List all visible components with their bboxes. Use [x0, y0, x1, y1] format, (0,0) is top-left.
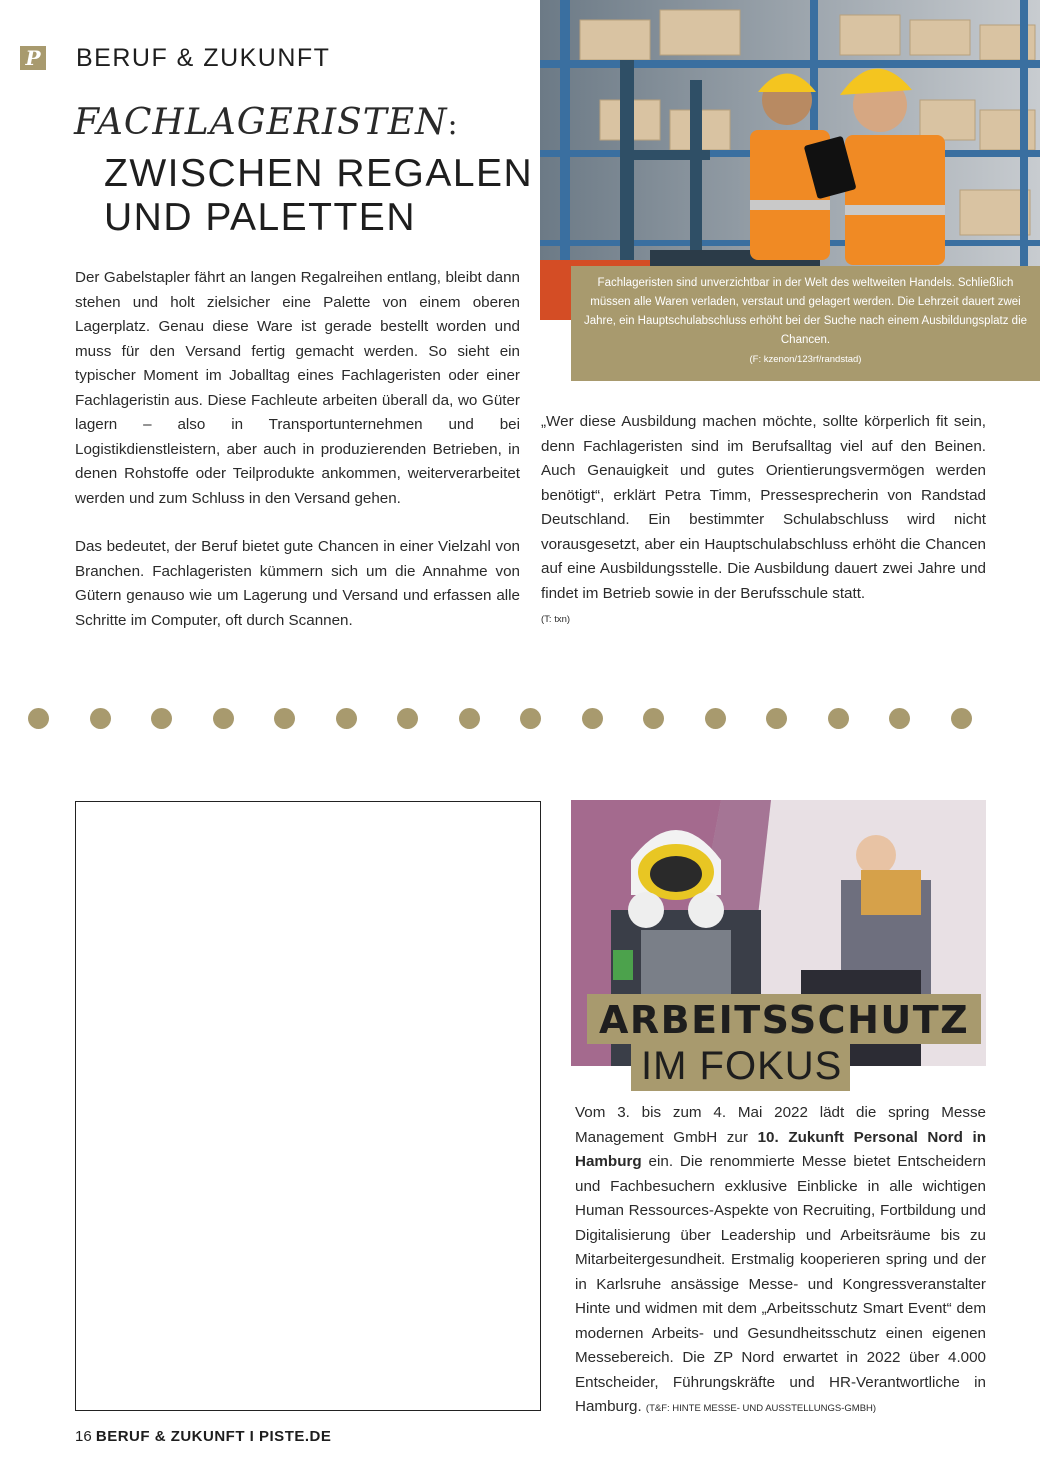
caption-text: Fachlageristen sind unverzichtbar in der Welt des weltweiten Handels. Schließlich müssen alle Waren verladen, verstaut und gelagert werden. Die Lehrzeit dauert zwei Jahre, ein Hauptschulabschluss erhöht bei der Suche nach einem Ausbildungsplatz die Chancen.	[583, 277, 1028, 346]
divider-dot	[643, 708, 664, 729]
page-number: 16	[75, 1428, 92, 1445]
divider-dot	[889, 708, 910, 729]
title-script-word: FACHLAGERISTEN	[74, 102, 448, 143]
empty-ad-frame	[75, 801, 541, 1411]
fair-text-bold: 10. Zukunft Personal Nord in Hamburg	[575, 1128, 986, 1170]
divider-dot	[705, 708, 726, 729]
article-title-script	[74, 102, 459, 143]
article-title	[104, 152, 533, 240]
section-label: BERUF & ZUKUNFT	[76, 44, 331, 72]
divider-dot	[28, 708, 49, 729]
fair-headline-1	[587, 994, 981, 1044]
headline-2-text: IM FOKUS	[641, 1044, 843, 1088]
paragraph-3-text: „Wer diese Ausbildung machen möchte, sollte körperlich fit sein, denn Fachlageristen sind im Berufsalltag viel auf den Beinen. Auch Genauigkeit und gutes Orientierungsvermögen werden benötigt“, erklärt Petra Timm, Pressesprecherin von Randstad Deutschland. Ein bestimmter Schulabschluss wird nicht vorausgesetzt, aber ein Hauptschulabschluss erhöht die Chancen auf eine Ausbildungsstelle. Die Ausbildung dauert zwei Jahre und findet im Betrieb sowie in der Berufsschule statt.	[541, 413, 986, 602]
divider-dot	[828, 708, 849, 729]
title-line-1: ZWISCHEN REGALEN	[104, 152, 534, 195]
divider-dot	[90, 708, 111, 729]
photo-caption	[571, 266, 1040, 381]
dotted-divider	[28, 708, 988, 730]
fair-text-rest: ein. Die renommierte Messe bietet Entscheidern und Fachbesuchern exklusive Einblicke in alle wichtigen Human Ressources-Aspekte von Recruiting, Fortbildung und Digitalisierung über Leadership und Arbeitsräume bis zu Mitarbeitergesundheit. Erstmalig kooperieren spring und der in Karlsruhe ansässige Messe- und Kongressveranstalter Hinte und widmen mit dem „Arbeitsschutz Smart Event“ dem modernen Arbeits- und Gesundheitsschutz einen eigenen Messebereich. Die ZP Nord erwartet in 2022 über 4.000 Entscheider, Führungskräfte und HR-Verantwortliche in Hamburg.	[575, 1153, 986, 1415]
footer-label: BERUF & ZUKUNFT I PISTE.DE	[95, 1428, 332, 1445]
divider-dot	[151, 708, 172, 729]
title-colon: :	[447, 107, 459, 142]
divider-dot	[336, 708, 357, 729]
caption-credit: (F: kzenon/123rf/randstad)	[749, 354, 862, 365]
divider-dot	[766, 708, 787, 729]
fair-text-intro: Vom 3. bis zum 4. Mai 2022 lädt die spring Messe Management GmbH zur	[575, 1104, 986, 1146]
divider-dot	[274, 708, 295, 729]
text-credit: (T: txn)	[541, 614, 571, 625]
article-paragraph-1: Der Gabelstapler fährt an langen Regalreihen entlang, bleibt dann stehen und holt zielsicher eine Palette von einem oberen Lagerplatz. Genau diese Ware ist gerade bestellt worden und muss für den Versand fertig gemacht werden. So sieht ein typischer Moment im Joballtag eines Fachlageristen oder einer Fachlageristin aus. Diese Fachleute arbeiten überall da, wo Güter lagern – also in Transportunternehmen und bei Logistikdienstleistern, aber auch in produzierenden Betrieben, in denen Rohstoffe oder Teilprodukte ankommen, weiterverarbeitet werden und zum Schluss in den Versand gehen.	[75, 269, 520, 507]
magazine-logo: P	[20, 46, 46, 70]
title-line-2: UND PALETTEN	[104, 196, 416, 239]
page-footer	[75, 1428, 331, 1445]
divider-dot	[213, 708, 234, 729]
fair-headline-2	[631, 1044, 850, 1091]
article-paragraph-3	[541, 410, 986, 633]
divider-dot	[951, 708, 972, 729]
divider-dot	[459, 708, 480, 729]
fair-article-text	[575, 1101, 986, 1422]
divider-dot	[397, 708, 418, 729]
article-paragraph-2: Das bedeutet, der Beruf bietet gute Chancen in einer Vielzahl von Branchen. Fachlageristen kümmern sich um die Annahme von Gütern genauso wie um Lagerung und Versand und erfassen alle Schritte im Computer, oft durch Scannen.	[75, 538, 520, 629]
divider-dot	[520, 708, 541, 729]
fair-credit: (T&F: HINTE MESSE- UND AUSSTELLUNGS-GMBH)	[645, 1403, 877, 1414]
headline-1-text: ARBEITSSCHUTZ	[599, 998, 970, 1042]
divider-dot	[582, 708, 603, 729]
